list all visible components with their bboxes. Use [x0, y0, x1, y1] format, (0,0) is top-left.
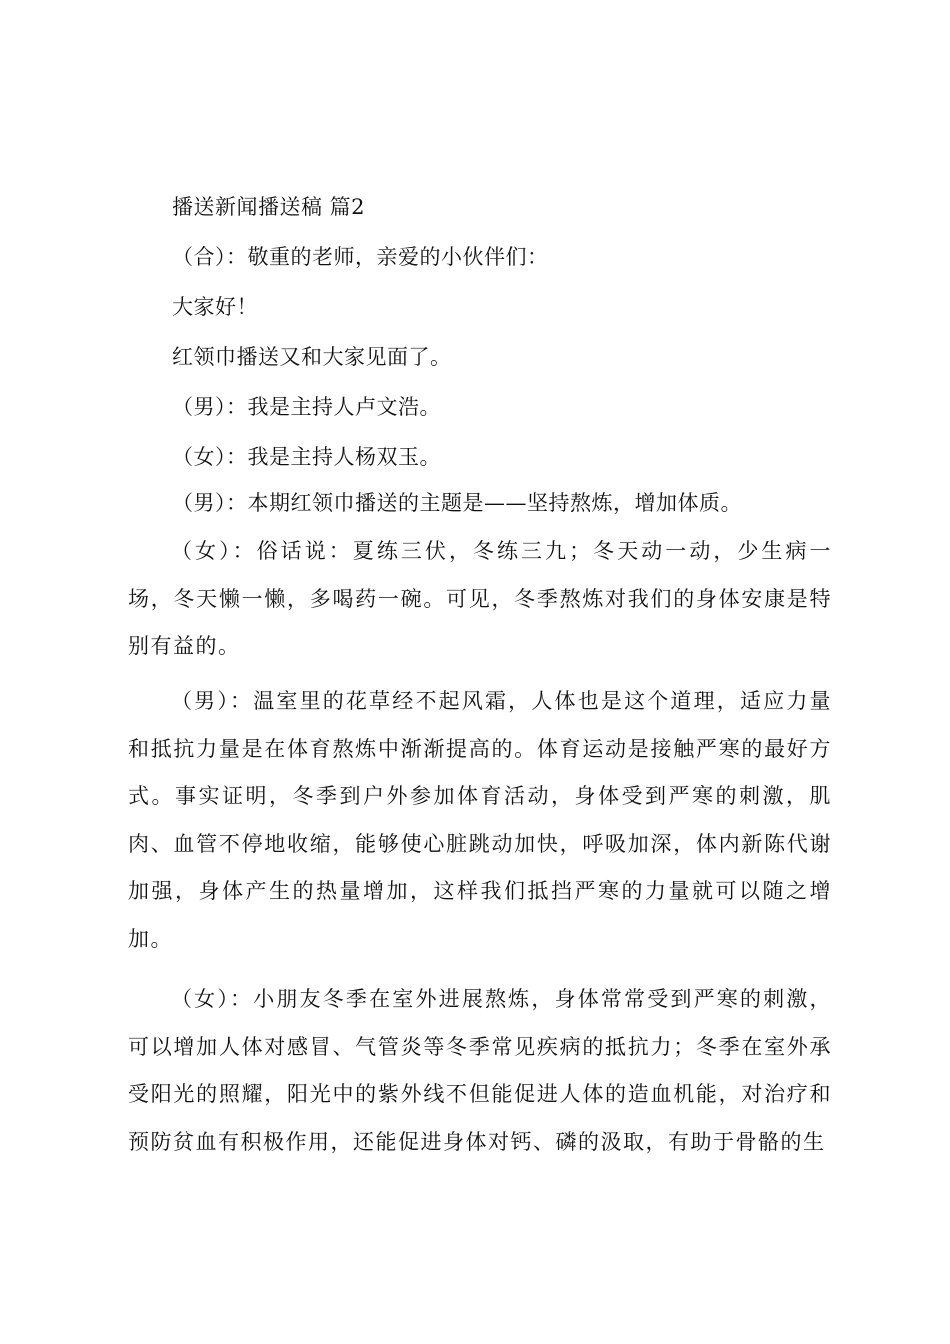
paragraph-2: （男）：温室里的花草经不起风霜，人体也是这个道理，适应力量和抵抗力量是在体育熬炼中渐渐提高的。体育运动是接触严寒的最好方式。事实证明，冬季到户外参加体育活动，身体受到严寒的刺激，肌肉、血管不停地收缩，能够使心脏跳动加快，呼吸加深，体内新陈代谢加强，身体产生的热量增加，这样我们抵挡严寒的力量就可以随之增加。 [128, 689, 832, 951]
paragraph-1: （女）：俗话说：夏练三伏，冬练三九；冬天动一动，少生病一场，冬天懒一懒，多喝药一碗。可见，冬季熬炼对我们的身体安康是特别有益的。 [128, 539, 832, 658]
text-line-hello: 大家好！ [172, 295, 258, 319]
paragraph-3: （女）：小朋友冬季在室外进展熬炼，身体常常受到严寒的刺激，可以增加人体对感冒、气管炎等冬季常见疾病的抵抗力；冬季在室外承受阳光的照耀，阳光中的紫外线不但能促进人体的造血机能，对治疗和预防贫血有积极作用，还能促进身体对钙、磷的汲取，有助于骨骼的生 [128, 987, 832, 1154]
text-line-host-male: （男）：我是主持人卢文浩。 [172, 395, 441, 419]
text-line-host-female: （女）：我是主持人杨双玉。 [172, 445, 441, 469]
text-line-intro: 红领巾播送又和大家见面了。 [172, 345, 452, 369]
text-line-greeting: （合）：敬重的老师，亲爱的小伙伴们： [172, 245, 549, 269]
text-line-theme: （男）：本期红领巾播送的主题是——坚持熬炼，增加体质。 [172, 491, 742, 515]
document-heading: 播送新闻播送稿 篇2 [172, 195, 366, 219]
